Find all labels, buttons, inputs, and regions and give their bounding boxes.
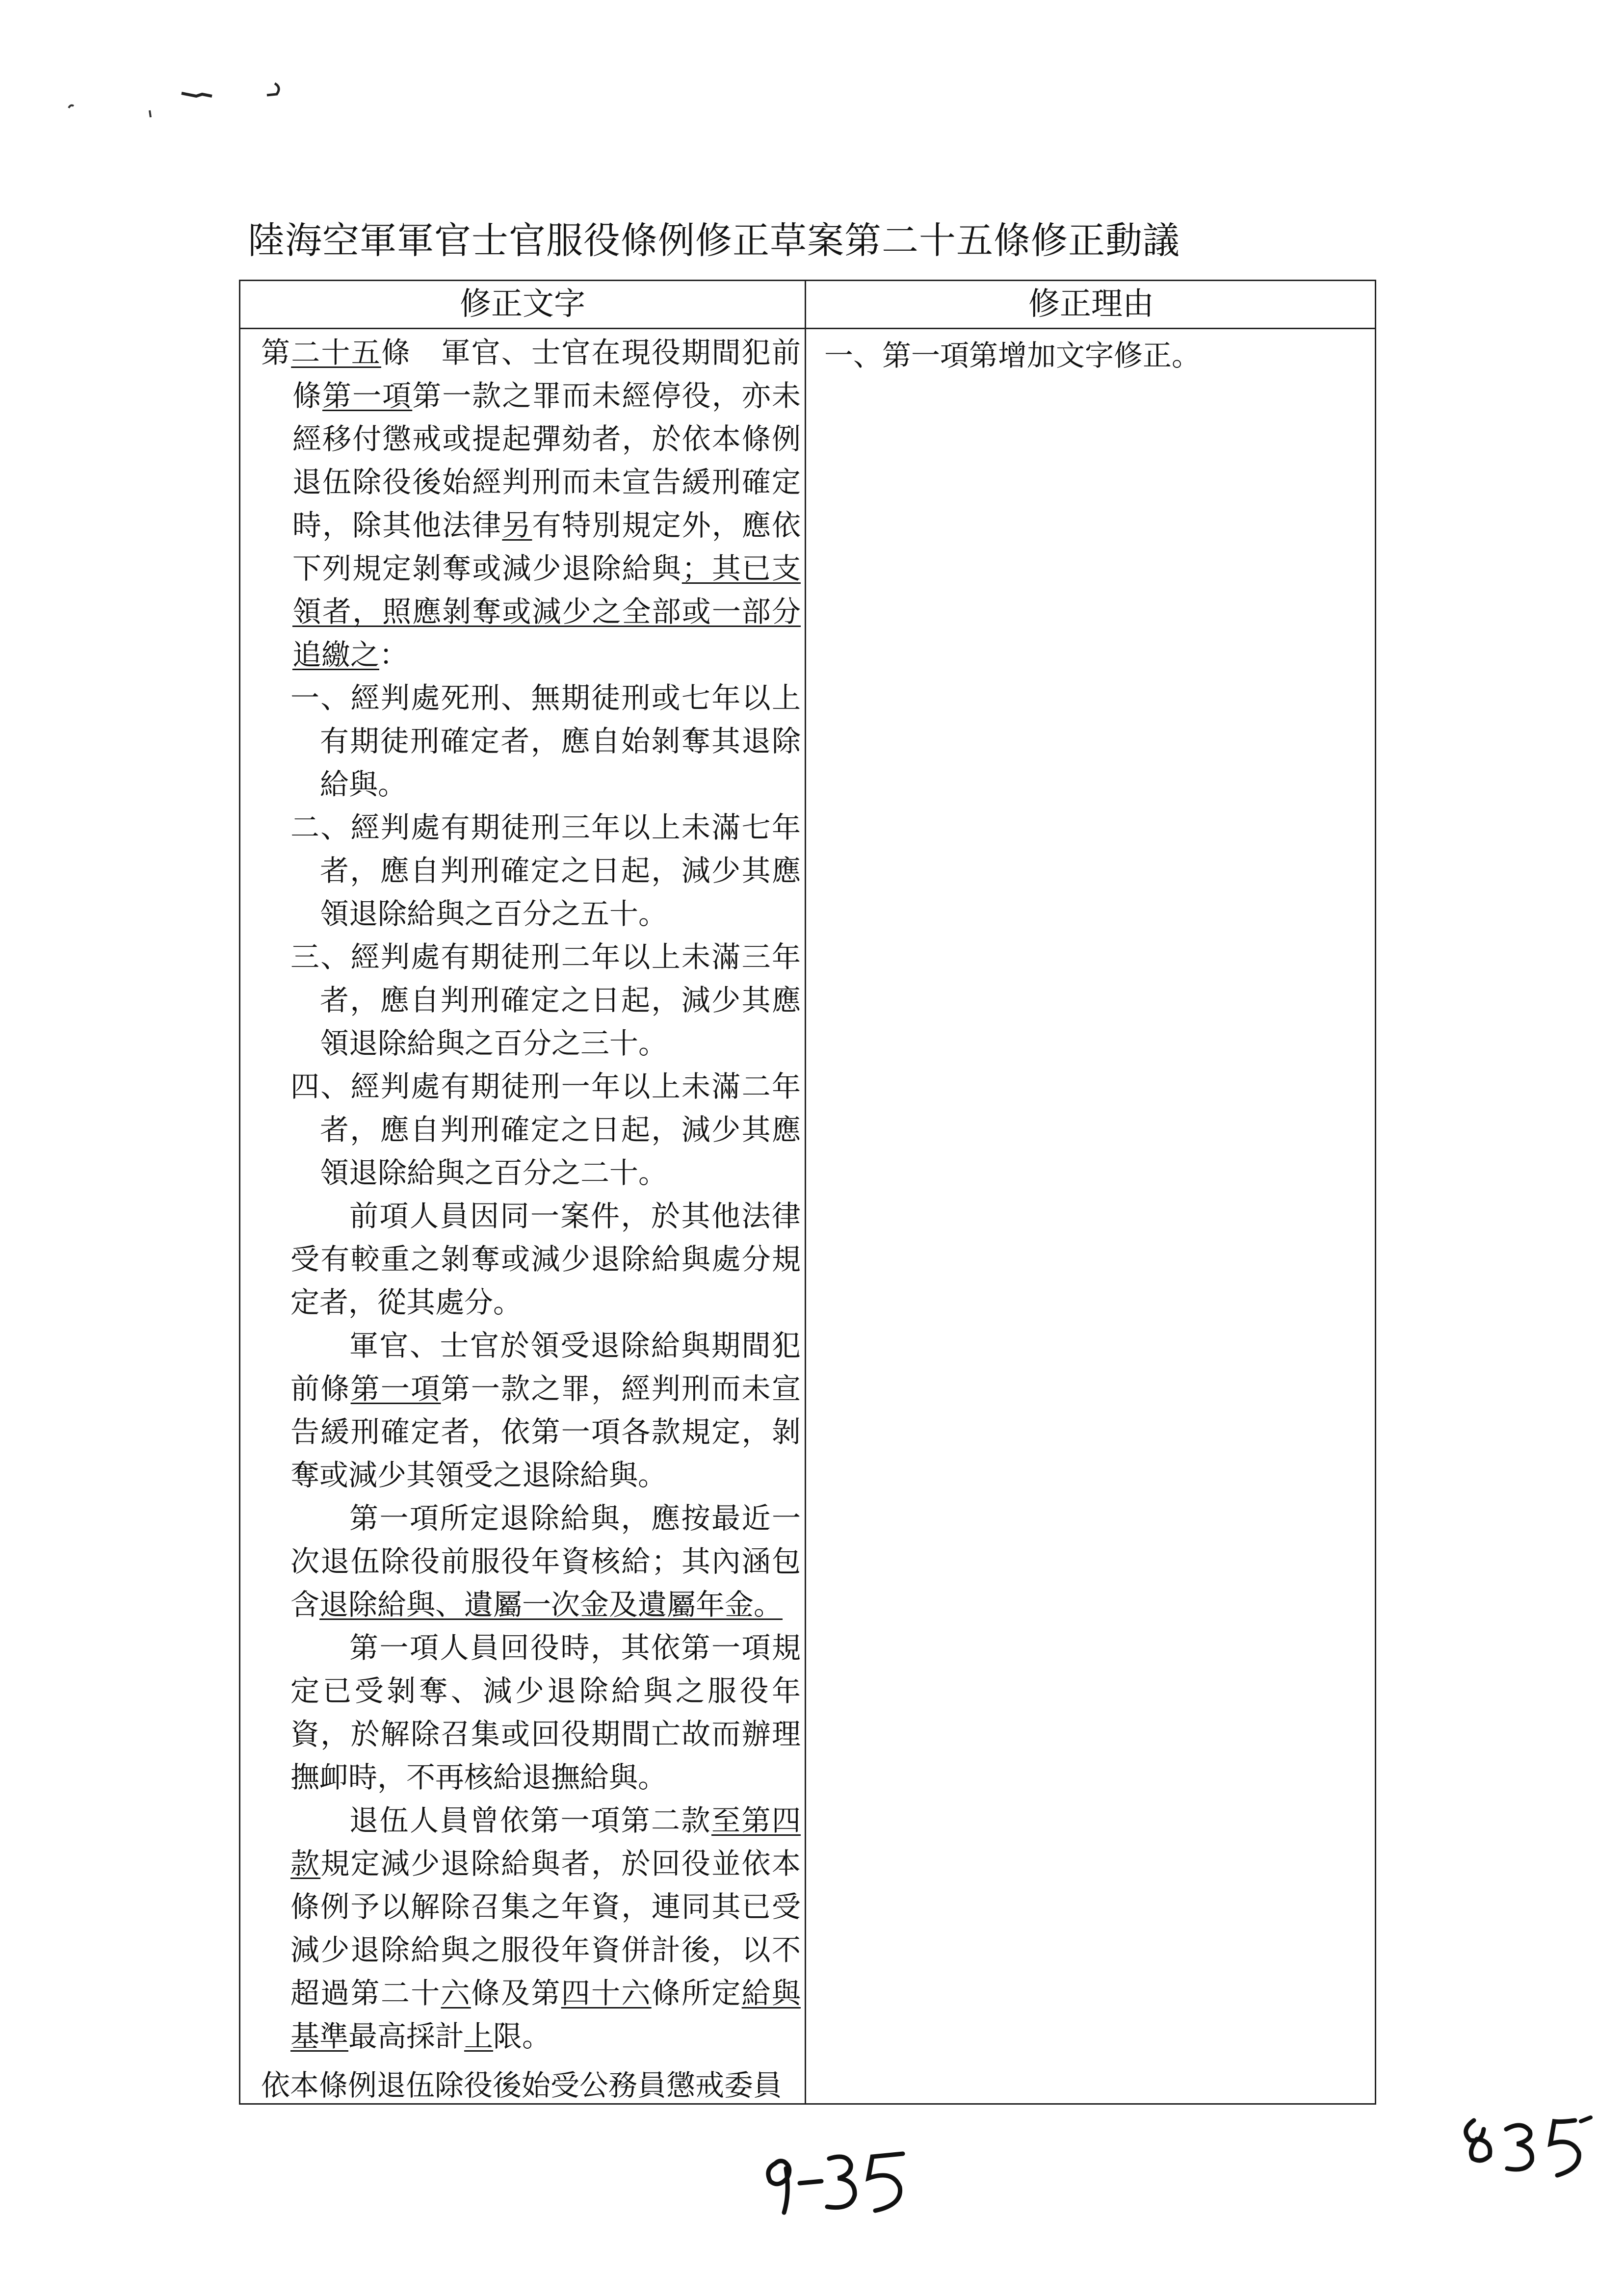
- article-text: ：: [379, 638, 409, 672]
- handwritten-page-number: [756, 2144, 913, 2222]
- paragraph-text: 第一款之罪，經判刑而未宣告緩刑確定者，依第一項各款規定，剝奪或減少其領受之退除給與。: [290, 1372, 801, 1492]
- document-title: 陸海空軍軍官士官服役條例修正草案第二十五條修正動議: [248, 219, 1180, 262]
- list-item: 二、經判處有期徒刑三年以上未滿七年者，應自判刑確定之日起，減少其應領退除給與之百分之五十。: [290, 810, 801, 931]
- paragraph-text: 最高採計: [348, 2019, 465, 2053]
- paragraph-3: [261, 1324, 801, 1497]
- article-label-suffix: 條: [381, 336, 412, 369]
- amended-reference: 至第四款: [290, 1803, 801, 1880]
- amendment-table: [239, 280, 1376, 2105]
- article-text: 軍官、士官在現役期間犯前條: [292, 336, 801, 413]
- amended-clause: 退除給與、遺屬一次金及遺屬年金。: [319, 1588, 783, 1621]
- paragraph-text: 退伍人員曾依第一項第二款: [349, 1803, 711, 1837]
- article-label-prefix: 第: [261, 336, 291, 369]
- amendment-text-cell: [261, 331, 801, 2107]
- header-amendment-reason: 修正理由: [1028, 286, 1154, 322]
- paragraph-text: 軍官、士官於領受退除給與期間犯前條: [290, 1329, 801, 1406]
- header-amendment-text: 修正文字: [460, 286, 585, 322]
- amended-reference: 第一項: [350, 1372, 441, 1406]
- paragraph-text: 條所定: [651, 1976, 742, 2010]
- handwritten-stamp: [1452, 2110, 1609, 2188]
- added-clause: ；其已支領者，照應剝奪或減少之全部或一部分追繳之: [292, 551, 801, 672]
- paragraph-2: 前項人員因同一案件，於其他法律受有較重之剝奪或減少退除給與處分規定者，從其處分。: [290, 1199, 801, 1319]
- amendment-reason-cell: 一、第一項第增加文字修正。: [824, 339, 1201, 372]
- paragraph-5: 第一項人員回役時，其依第一項規定已受剝奪、減少退除給與之服役年資，於解除召集或回役期間亡故而辦理撫卹時，不再核給退撫給與。: [290, 1631, 801, 1794]
- list-item: 四、經判處有期徒刑一年以上未滿二年者，應自判刑確定之日起，減少其應領退除給與之百分之二十。: [290, 1070, 801, 1190]
- paragraph-6: [261, 1799, 801, 2058]
- amended-number: 六: [441, 1976, 471, 2010]
- amended-reference: 第一項: [322, 379, 413, 413]
- amended-number: 四十六: [561, 1976, 652, 2010]
- paragraph-text: 限。: [493, 2019, 551, 2053]
- article-text: 有特別規定外，應依下列規定剝奪或減少退除給與: [292, 508, 801, 585]
- amended-word: 上: [464, 2019, 494, 2053]
- amended-term: 給與基準: [290, 1976, 801, 2053]
- paragraph-7: 依本條例退伍除役後始受公務員懲戒委員: [261, 2068, 783, 2102]
- table-header-row: [240, 281, 1375, 329]
- column-divider: [805, 281, 806, 2103]
- article-text: 第一款之罪而未經停役，亦未經移付懲戒或提起彈劾者，於依本條例退伍除役後始經判刑而未宣告緩刑確定時，除其他法律: [292, 379, 801, 542]
- paragraph-text: 條及第: [471, 1976, 561, 2010]
- list-item: 一、經判處死刑、無期徒刑或七年以上有期徒刑確定者，應自始剝奪其退除給與。: [290, 681, 801, 801]
- amended-word: 另: [502, 508, 532, 542]
- article-paragraph: [261, 331, 801, 677]
- article-number: 二十五: [291, 336, 381, 369]
- paragraph-text: 規定減少退除給與者，於回役並依本條例予以解除召集之年資，連同其已受減少退除給與之服役年資併計後，以不超過第二十: [290, 1847, 801, 2010]
- scan-noise-marks: [59, 74, 314, 128]
- paragraph-text: 第一項所定退除給與，應按最近一次退伍除役前服役年資核給；其內涵包含: [290, 1501, 801, 1621]
- list-item: 三、經判處有期徒刑二年以上未滿三年者，應自判刑確定之日起，減少其應領退除給與之百分之三十。: [290, 940, 801, 1060]
- paragraph-4: [261, 1497, 801, 1626]
